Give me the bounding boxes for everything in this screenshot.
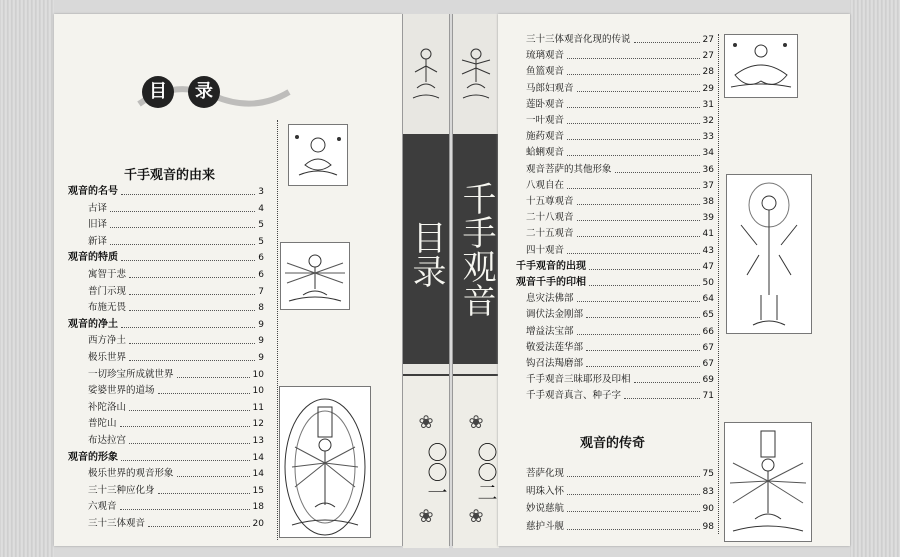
toc-entry-title: 旧译 xyxy=(88,219,108,231)
illustration-dragon-lotus xyxy=(724,34,798,98)
title-char-1: 目 xyxy=(142,76,174,108)
toc-leader-dots xyxy=(589,269,700,270)
toc-entry[interactable] xyxy=(88,203,264,215)
toc-leader-dots xyxy=(129,410,250,411)
toc-entry[interactable] xyxy=(526,131,714,143)
toc-leader-dots xyxy=(120,509,250,510)
toc-leader-dots xyxy=(567,58,700,59)
toc-entry[interactable] xyxy=(526,390,714,402)
title-char-2: 录 xyxy=(188,76,220,108)
toc-leader-dots xyxy=(129,443,250,444)
toc-entry[interactable] xyxy=(88,468,264,480)
toc-entry[interactable] xyxy=(526,293,714,305)
toc-entry-page: 38 xyxy=(702,197,714,207)
flower-ornament-icon: ❀ xyxy=(418,412,434,433)
toc-entry-page: 65 xyxy=(702,310,714,321)
right-spine xyxy=(452,14,500,546)
toc-entry-title: 观音的形象 xyxy=(68,451,118,463)
spine-left-title: 目录 xyxy=(406,220,446,288)
toc-entry-page: 37 xyxy=(702,180,714,191)
toc-leader-dots xyxy=(615,172,700,173)
toc-entry-page: 27 xyxy=(702,35,714,45)
toc-entry-page: 83 xyxy=(702,486,714,497)
toc-entry-page: 13 xyxy=(252,436,264,446)
toc-entry[interactable] xyxy=(516,277,714,289)
toc-entry-page: 5 xyxy=(258,236,264,247)
right-section-heading: 观音的传奇 xyxy=(580,436,646,451)
toc-entry[interactable] xyxy=(526,521,714,533)
toc-leader-dots xyxy=(577,236,700,237)
toc-entry[interactable] xyxy=(526,374,714,386)
flower-ornament-icon: ❀ xyxy=(418,506,434,527)
toc-leader-dots xyxy=(129,294,255,295)
toc-leader-dots xyxy=(110,227,255,228)
toc-entry-title: 敬爱法莲华部 xyxy=(526,341,584,353)
toc-entry-page: 5 xyxy=(258,220,264,231)
toc-entry[interactable] xyxy=(526,83,714,95)
toc-entry[interactable] xyxy=(68,319,264,331)
left-binding-strip xyxy=(0,0,54,557)
toc-entry-title: 普门示现 xyxy=(88,285,127,297)
toc-leader-dots xyxy=(129,310,255,311)
spine-right-title-panel xyxy=(453,134,499,364)
illustration-thousand-arm-guanyin xyxy=(724,422,812,542)
toc-entry-title: 施药观音 xyxy=(526,131,565,143)
toc-entry-title: 极乐世界 xyxy=(88,352,127,363)
toc-entry-title: 千手观音真言、种子字 xyxy=(526,390,622,402)
toc-entry-title: 一切珍宝所成就世界 xyxy=(88,368,174,380)
toc-entry[interactable] xyxy=(88,385,264,397)
toc-entry-page: 6 xyxy=(258,253,264,264)
toc-entry[interactable] xyxy=(526,486,714,498)
toc-leader-dots xyxy=(121,194,255,195)
toc-leader-dots xyxy=(121,460,250,461)
toc-entry-page: 69 xyxy=(702,375,714,386)
toc-entry-title: 三十三体观音化现的传说 xyxy=(526,34,631,45)
toc-leader-dots xyxy=(589,285,700,286)
spine-right-title: 千手观音 xyxy=(456,181,496,317)
toc-entry[interactable] xyxy=(526,228,714,240)
toc-leader-dots xyxy=(567,155,700,156)
toc-leader-dots xyxy=(586,366,700,367)
toc-entry[interactable] xyxy=(526,309,714,321)
toc-entry-page: 6 xyxy=(258,270,264,280)
toc-leader-dots xyxy=(577,204,700,205)
toc-entry-title: 钩召法羯磨部 xyxy=(526,358,584,369)
toc-entry-title: 六观音 xyxy=(88,501,117,513)
toc-entry-title: 观音千手的印相 xyxy=(516,277,586,288)
toc-entry-page: 15 xyxy=(252,485,264,496)
toc-leader-dots xyxy=(121,327,255,328)
toc-entry[interactable] xyxy=(88,501,264,513)
toc-leader-dots xyxy=(129,277,255,278)
toc-leader-dots xyxy=(634,382,700,383)
toc-entry-title: 古译 xyxy=(88,202,108,214)
toc-entry-title: 四十观音 xyxy=(526,244,565,256)
toc-entry-title: 普陀山 xyxy=(88,418,117,430)
toc-entry-page: 64 xyxy=(702,294,714,305)
toc-entry-title: 补陀洛山 xyxy=(88,401,127,413)
toc-entry-title: 观音的净土 xyxy=(68,318,118,330)
toc-entry-title: 增益法宝部 xyxy=(526,325,574,337)
toc-entry-page: 14 xyxy=(252,469,264,480)
toc-entry-page: 90 xyxy=(702,504,714,514)
toc-leader-dots xyxy=(110,211,255,212)
toc-entry[interactable] xyxy=(526,66,714,78)
toc-leader-dots xyxy=(567,253,700,254)
toc-entry-page: 31 xyxy=(702,99,714,110)
toc-entry[interactable] xyxy=(88,269,264,281)
toc-leader-dots xyxy=(577,220,700,221)
toc-entry-page: 41 xyxy=(702,229,714,240)
toc-entry-title: 三十三体观音 xyxy=(88,518,146,529)
left-spine xyxy=(402,14,450,546)
toc-leader-dots xyxy=(158,393,250,394)
toc-leader-dots xyxy=(577,91,700,92)
spine-deity-right-icon xyxy=(459,42,493,106)
toc-entry-page: 4 xyxy=(258,203,264,214)
toc-entry-title: 蛤蜊观音 xyxy=(526,147,565,159)
toc-entry[interactable] xyxy=(526,147,714,159)
toc-entry-title: 新译 xyxy=(88,235,108,247)
toc-entry-page: 29 xyxy=(702,83,714,94)
toc-leader-dots xyxy=(567,107,700,108)
toc-entry[interactable] xyxy=(88,352,264,364)
toc-entry-page: 10 xyxy=(252,386,264,397)
toc-entry[interactable] xyxy=(526,326,714,338)
toc-entry-page: 11 xyxy=(252,402,264,413)
left-dotted-rule xyxy=(277,120,278,540)
toc-entry-page: 43 xyxy=(702,245,714,256)
toc-entry-title: 千手观音三昧耶形及印相 xyxy=(526,374,631,386)
toc-entry[interactable] xyxy=(68,252,264,264)
illustration-thousand-arm-seated xyxy=(280,242,350,310)
toc-entry-title: 极乐世界的观音形象 xyxy=(88,468,174,480)
toc-entry-title: 八观自在 xyxy=(526,179,565,191)
toc-leader-dots xyxy=(177,476,250,477)
toc-entry-page: 9 xyxy=(258,336,264,347)
toc-entry[interactable] xyxy=(88,485,264,497)
toc-entry[interactable] xyxy=(88,286,264,298)
toc-entry-title: 三十三种应化身 xyxy=(88,484,155,496)
toc-entry[interactable] xyxy=(516,261,714,273)
toc-entry[interactable] xyxy=(526,245,714,257)
toc-entry[interactable] xyxy=(526,99,714,111)
toc-entry-title: 布达拉宫 xyxy=(88,435,127,446)
toc-entry[interactable] xyxy=(526,503,714,515)
toc-leader-dots xyxy=(129,360,255,361)
right-page xyxy=(498,14,850,546)
toc-entry-title: 观音菩萨的其他形象 xyxy=(526,163,612,175)
toc-entry-title: 息灾法佛部 xyxy=(526,293,574,305)
toc-entry-page: 39 xyxy=(702,213,714,224)
toc-leader-dots xyxy=(567,74,700,75)
toc-entry[interactable] xyxy=(88,335,264,347)
toc-leader-dots xyxy=(120,426,250,427)
toc-leader-dots xyxy=(567,511,700,512)
toc-entry-page: 14 xyxy=(252,452,264,463)
toc-entry-page: 67 xyxy=(702,342,714,353)
toc-leader-dots xyxy=(129,343,255,344)
toc-entry-page: 75 xyxy=(702,469,714,479)
toc-leader-dots xyxy=(586,317,700,318)
toc-entry-title: 菩萨化现 xyxy=(526,468,565,479)
toc-entry[interactable] xyxy=(88,435,264,447)
toc-entry[interactable] xyxy=(88,219,264,231)
toc-entry-title: 一叶观音 xyxy=(526,115,565,126)
toc-entry[interactable] xyxy=(88,402,264,414)
toc-entry-page: 28 xyxy=(702,67,714,78)
flower-ornament-icon: ❀ xyxy=(468,412,484,433)
right-dotted-rule xyxy=(718,34,719,534)
toc-entry-page: 66 xyxy=(702,326,714,337)
toc-leader-dots xyxy=(577,334,700,335)
toc-entry-title: 慈护斗舰 xyxy=(526,520,565,532)
toc-leader-dots xyxy=(148,526,250,527)
toc-entry-page: 18 xyxy=(252,502,264,513)
toc-entry[interactable] xyxy=(526,358,714,370)
toc-entry-page: 67 xyxy=(702,359,714,369)
toc-entry-title: 妙说慈航 xyxy=(526,503,565,514)
toc-entry-title: 千手观音的出现 xyxy=(516,260,586,272)
toc-entry-title: 娑婆世界的道场 xyxy=(88,385,155,397)
toc-entry[interactable] xyxy=(68,186,264,198)
toc-entry-page: 9 xyxy=(258,353,264,363)
toc-leader-dots xyxy=(121,260,255,261)
toc-entry-title: 明珠入怀 xyxy=(526,485,565,497)
toc-entry-page: 10 xyxy=(252,369,264,380)
toc-entry[interactable] xyxy=(526,34,714,46)
spine-deity-left-icon xyxy=(409,42,443,106)
toc-leader-dots xyxy=(577,301,700,302)
toc-entry-page: 34 xyxy=(702,148,714,159)
spine-left-folio: 〇〇一 xyxy=(424,442,448,502)
toc-entry-title: 琉璃观音 xyxy=(526,50,565,62)
toc-entry[interactable] xyxy=(88,369,264,381)
toc-entry[interactable] xyxy=(88,418,264,430)
toc-entry[interactable] xyxy=(526,468,714,480)
toc-entry-title: 调伏法金刚部 xyxy=(526,309,584,321)
toc-leader-dots xyxy=(567,494,700,495)
toc-entry-title: 莲卧观音 xyxy=(526,98,565,110)
toc-entry-title: 鱼篮观音 xyxy=(526,66,565,78)
toc-entry[interactable] xyxy=(68,452,264,464)
toc-entry-page: 9 xyxy=(258,319,264,330)
toc-entry-page: 3 xyxy=(258,187,264,197)
toc-entry-title: 二十八观音 xyxy=(526,212,574,224)
toc-entry-title: 布施无畏 xyxy=(88,302,127,314)
illustration-thousand-arm-standing xyxy=(279,386,371,538)
toc-entry[interactable] xyxy=(526,342,714,354)
right-binding-strip xyxy=(850,0,900,557)
toc-leader-dots xyxy=(567,123,700,124)
toc-entry-title: 寓智于悲 xyxy=(88,269,127,280)
toc-entry[interactable] xyxy=(88,236,264,248)
toc-entry-page: 27 xyxy=(702,51,714,62)
toc-entry-page: 32 xyxy=(702,116,714,126)
toc-entry-page: 98 xyxy=(702,521,714,532)
toc-leader-dots xyxy=(567,529,700,530)
toc-entry-page: 71 xyxy=(702,391,714,402)
toc-leader-dots xyxy=(567,188,700,189)
toc-leader-dots xyxy=(567,476,700,477)
flower-ornament-icon: ❀ xyxy=(468,506,484,527)
toc-entry-page: 33 xyxy=(702,132,714,143)
toc-entry[interactable] xyxy=(526,50,714,62)
toc-entry[interactable] xyxy=(526,196,714,208)
toc-leader-dots xyxy=(634,42,700,43)
toc-entry[interactable] xyxy=(526,180,714,192)
left-page xyxy=(54,14,402,546)
toc-entry-page: 8 xyxy=(258,303,264,314)
toc-entry-title: 观音的特质 xyxy=(68,252,118,264)
toc-entry-title: 二十五观音 xyxy=(526,228,574,240)
toc-entry-title: 西方净土 xyxy=(88,335,127,347)
spine-right-folio: 〇〇二 xyxy=(474,442,498,502)
toc-entry-page: 36 xyxy=(702,164,714,175)
toc-entry[interactable] xyxy=(88,302,264,314)
toc-leader-dots xyxy=(586,350,700,351)
toc-entry-page: 12 xyxy=(252,419,264,430)
toc-leader-dots xyxy=(158,493,250,494)
toc-entry-title: 观音的名号 xyxy=(68,186,118,197)
left-section-heading: 千手观音的由来 xyxy=(124,168,216,183)
toc-entry[interactable] xyxy=(526,212,714,224)
spine-left-title-panel xyxy=(403,134,449,364)
toc-entry-title: 马郎妇观音 xyxy=(526,82,574,94)
toc-entry[interactable] xyxy=(526,115,714,127)
toc-entry[interactable] xyxy=(526,164,714,176)
toc-leader-dots xyxy=(567,139,700,140)
toc-entry-page: 20 xyxy=(252,519,264,529)
toc-entry-title: 十五尊观音 xyxy=(526,196,574,207)
toc-leader-dots xyxy=(110,244,255,245)
toc-entry-page: 47 xyxy=(702,261,714,272)
toc-entry-page: 50 xyxy=(702,278,714,288)
illustration-standing-guanyin xyxy=(726,174,812,334)
toc-entry[interactable] xyxy=(88,518,264,530)
toc-entry-page: 7 xyxy=(258,286,264,297)
illustration-guanyin-on-lotus xyxy=(288,124,348,186)
toc-leader-dots xyxy=(177,377,250,378)
toc-leader-dots xyxy=(624,398,700,399)
